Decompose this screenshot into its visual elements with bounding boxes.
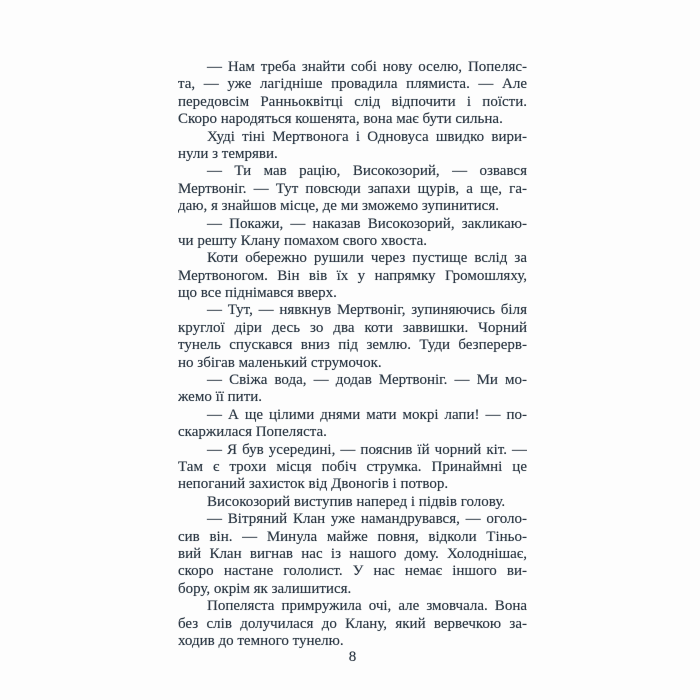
paragraph [178,494,527,511]
text-line: Мертвоногом. Він вів їх у напрямку Громошляху, [178,267,527,284]
text-line: ходив до темного тунелю. [178,632,344,649]
paragraph [178,442,527,494]
text-block [178,59,527,650]
text-line: — А ще цілими днями мати мокрі лапи! — по- [207,406,527,423]
paragraph [178,511,527,598]
paragraph [178,598,527,650]
paragraph [178,250,527,302]
text-line: тунель спускався вниз під землю. Туди безперерв- [178,337,527,354]
text-line: круглої діри десь зо два коти заввишки. Чорний [178,319,527,336]
text-line: — Покажи, — наказав Високозорий, закликаю- [207,215,527,232]
text-line: Худі тіні Мертвонога і Одновуса швидко вири- [207,128,527,145]
text-line: Коти обережно рушили через пустище вслід за [207,250,527,267]
paragraph [178,129,527,164]
paragraph [178,372,527,407]
text-line: вий Клан вигнав нас із нашого дому. Холоднішає, [178,545,527,562]
paragraph [178,59,527,129]
text-line: Там є трохи місця побіч струмка. Принаймні це [178,458,527,475]
page-number: 8 [348,649,357,665]
text-line: — Свіжа вода, — додав Мертвоніг. — Ми мо- [207,372,527,389]
text-line: Високозорий виступив наперед і підвів голову. [207,493,506,510]
text-line: непоганий захисток від Двоногів і потвор. [178,476,449,493]
text-line: но збігав маленький струмочок. [178,354,382,371]
paragraph [178,216,527,251]
paragraph [178,163,527,215]
text-line: передовсім Ранньоквітці слід відпочити і поїсти. [178,93,527,110]
text-line: — Я був усередині, — пояснив їй чорний кіт. — [207,441,527,458]
text-line: даю, я знайшов місце, де ми зможемо зупинитися. [178,198,499,215]
text-line: Скоро народяться кошенята, вона має бути сильна. [178,111,503,128]
text-line: — Нам треба знайти собі нову оселю, Попеляс- [207,59,527,75]
paragraph [178,407,527,442]
text-line: нули з темряви. [178,145,278,162]
text-line: — Вітряний Клан уже намандрувався, — оголо- [207,511,527,528]
text-line: бору, окрім як залишитися. [178,580,352,597]
paragraph [178,302,527,372]
text-line: — Ти мав рацію, Високозорий, — озвався [207,163,527,180]
text-line: скаржилася Попеляста. [178,424,327,441]
text-line: чи решту Клану помахом свого хвоста. [178,232,428,249]
text-line: Попеляста примружила очі, але змовчала. Вона [207,598,527,615]
text-line: та, — уже лагідніше провадила плямиста. — Але [178,76,527,93]
text-line: без слів долучилася до Клану, який вервечкою за- [178,615,527,632]
text-line: жемо її пити. [178,389,263,406]
text-line: — Тут, — нявкнув Мертвоніг, зупиняючись біля [207,302,527,319]
text-line: Мертвоніг. — Тут повсюди запахи щурів, а ще, га- [178,180,527,197]
text-line: скоро настане гололист. У нас немає іншого ви- [178,563,527,580]
text-line: що все піднімався вверх. [178,285,337,302]
text-line: сив він. — Минула майже повня, відколи Тіньо- [178,528,527,545]
